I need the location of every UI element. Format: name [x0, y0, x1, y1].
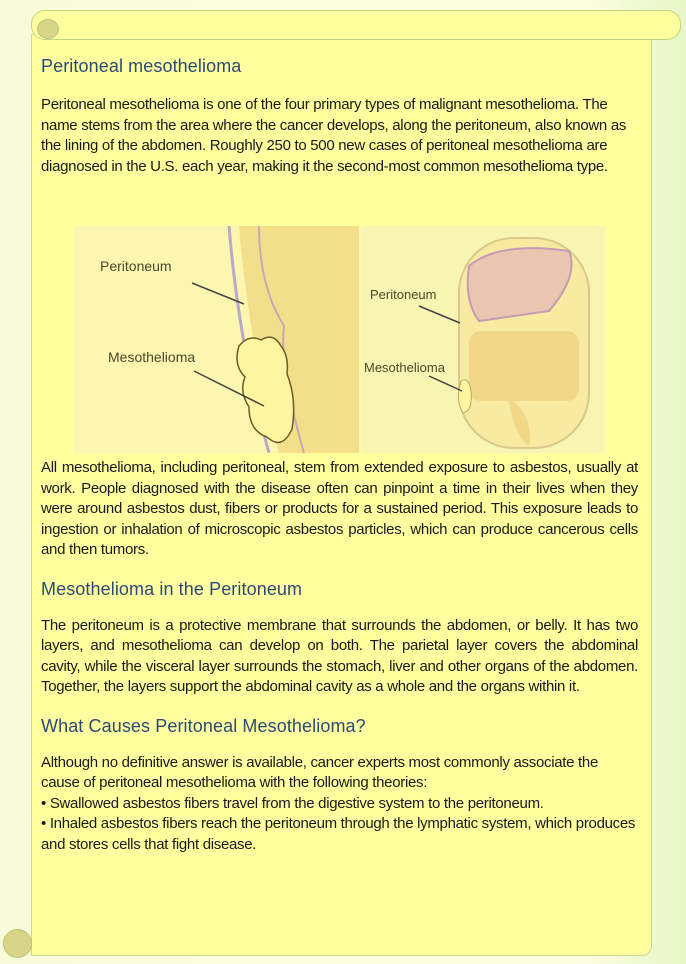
scroll-curl-top [37, 19, 59, 39]
heading-peritoneal-mesothelioma: Peritoneal mesothelioma [41, 56, 242, 76]
scroll-curl-bottom [3, 929, 32, 958]
article [41, 56, 638, 855]
label-mesothelioma-right: Mesothelioma [364, 360, 445, 375]
causes-paragraph: Although no definitive answer is available, cancer experts most commonly associate the cause of peritoneal mesothelioma with the following theories: [41, 753, 598, 791]
label-mesothelioma-left: Mesothelioma [108, 349, 196, 365]
bullet-swallowed: • Swallowed asbestos fibers travel from the digestive system to the peritoneum. [41, 794, 544, 812]
label-peritoneum-left: Peritoneum [100, 258, 172, 274]
exposure-paragraph: All mesothelioma, including peritoneal, stem from extended exposure to asbestos, usually at work. People diagnosed with the disease often can pinpoint a time in their lives when they were around asbestos dust, fibers or products for a sustained period. This exposure leads to ingestion or inhalation of microscopic asbestos particles, which can produce cancerous cells and then tumors. [41, 459, 638, 558]
heading-mesothelioma-in-peritoneum: Mesothelioma in the Peritoneum [41, 578, 303, 599]
heading-what-causes: What Causes Peritoneal Mesothelioma? [41, 715, 366, 736]
peritoneum-paragraph: The peritoneum is a protective membrane that surrounds the abdomen, or belly. It has two layers, and mesothelioma can develop on both. The parietal layer covers the abdominal cavity, while the visceral layer surrounds the stomach, liver and other organs of the abdomen. Together, the layers support the abdominal cavity as a whole and the organs within it. [41, 616, 638, 695]
label-peritoneum-right: Peritoneum [370, 287, 437, 302]
bullet-inhaled: • Inhaled asbestos fibers reach the peritoneum through the lymphatic system, which produces and stores cells that fight disease. [41, 815, 636, 853]
intro-paragraph: Peritoneal mesothelioma is one of the four primary types of malignant mesothelioma. The name stems from the area where the cancer develops, along the peritoneum, also known as the lining of the abdomen. Roughly 250 to 500 new cases of peritoneal mesothelioma are diagnosed in the U.S. each year, making it the second-most common mesothelioma type. [41, 96, 627, 175]
peritoneum-illustration [74, 226, 605, 453]
scroll-top-roll [31, 10, 681, 40]
